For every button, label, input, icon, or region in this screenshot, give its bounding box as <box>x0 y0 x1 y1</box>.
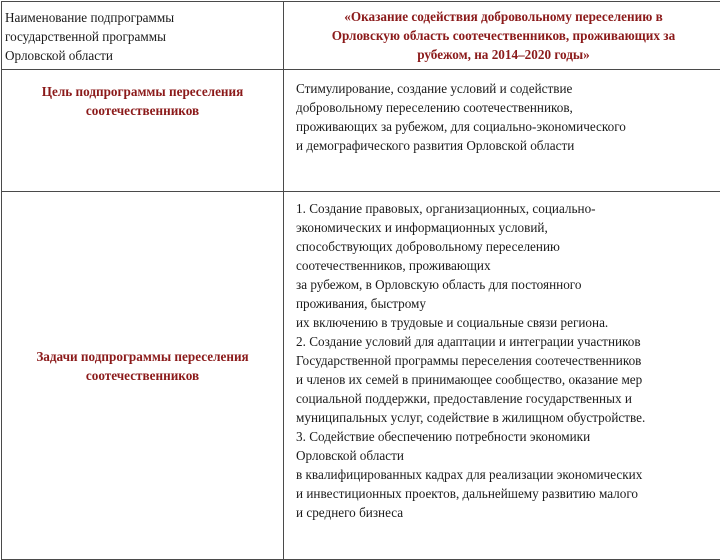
text-line: рубежом, на 2014–2020 годы» <box>284 45 720 64</box>
text-line: экономических и информационных условий, <box>296 218 720 237</box>
tasks-text <box>284 192 720 560</box>
text-line: муниципальных услуг, содействие в жилищном обустройстве. <box>296 408 720 427</box>
text-line: их включению в трудовые и социальные связи региона. <box>296 313 720 332</box>
text-line: способствующих добровольному переселению <box>296 237 720 256</box>
text-line: и инвестиционных проектов, дальнейшему развитию малого <box>296 484 720 503</box>
text-line: за рубежом, в Орловскую область для постоянного <box>296 275 720 294</box>
text-line: «Оказание содействия добровольному переселению в <box>284 7 720 26</box>
subprogram-title <box>284 2 720 70</box>
text-line: соотечественников <box>2 101 283 120</box>
text-line: и демографического развития Орловской области <box>296 136 720 155</box>
table-row-tasks <box>2 192 720 560</box>
text-line: добровольному переселению соотечественников, <box>296 98 720 117</box>
text-line: соотечественников, проживающих <box>296 256 720 275</box>
goal-label <box>2 70 284 192</box>
text-line: Орловской области <box>296 446 720 465</box>
text-line: социальной поддержки, предоставление государственных и <box>296 389 720 408</box>
goal-text <box>284 70 720 192</box>
text-line: проживания, быстрому <box>296 294 720 313</box>
subprogram-name-label <box>2 2 284 70</box>
tasks-label <box>2 192 284 560</box>
text-line: Цель подпрограммы переселения <box>2 82 283 101</box>
text-line: Орловскую область соотечественников, проживающих за <box>284 26 720 45</box>
subprogram-passport-table <box>1 1 720 560</box>
text-line: 3. Содействие обеспечению потребности экономики <box>296 427 720 446</box>
text-line: 1. Создание правовых, организационных, социально- <box>296 199 720 218</box>
text-line: проживающих за рубежом, для социально-экономического <box>296 117 720 136</box>
text-line: соотечественников <box>2 366 283 385</box>
text-line: Орловской области <box>5 46 283 65</box>
text-line: Стимулирование, создание условий и содействие <box>296 79 720 98</box>
text-line: государственной программы <box>5 27 283 46</box>
text-line: Государственной программы переселения соотечественников <box>296 351 720 370</box>
text-line: в квалифицированных кадрах для реализации экономических <box>296 465 720 484</box>
text-line: и среднего бизнеса <box>296 503 720 522</box>
text-line: Задачи подпрограммы переселения <box>2 347 283 366</box>
text-line: 2. Создание условий для адаптации и интеграции участников <box>296 332 720 351</box>
text-line: и членов их семей в принимающее сообщество, оказание мер <box>296 370 720 389</box>
text-line: Наименование подпрограммы <box>5 8 283 27</box>
table-row-name <box>2 2 720 70</box>
table-row-goal <box>2 70 720 192</box>
